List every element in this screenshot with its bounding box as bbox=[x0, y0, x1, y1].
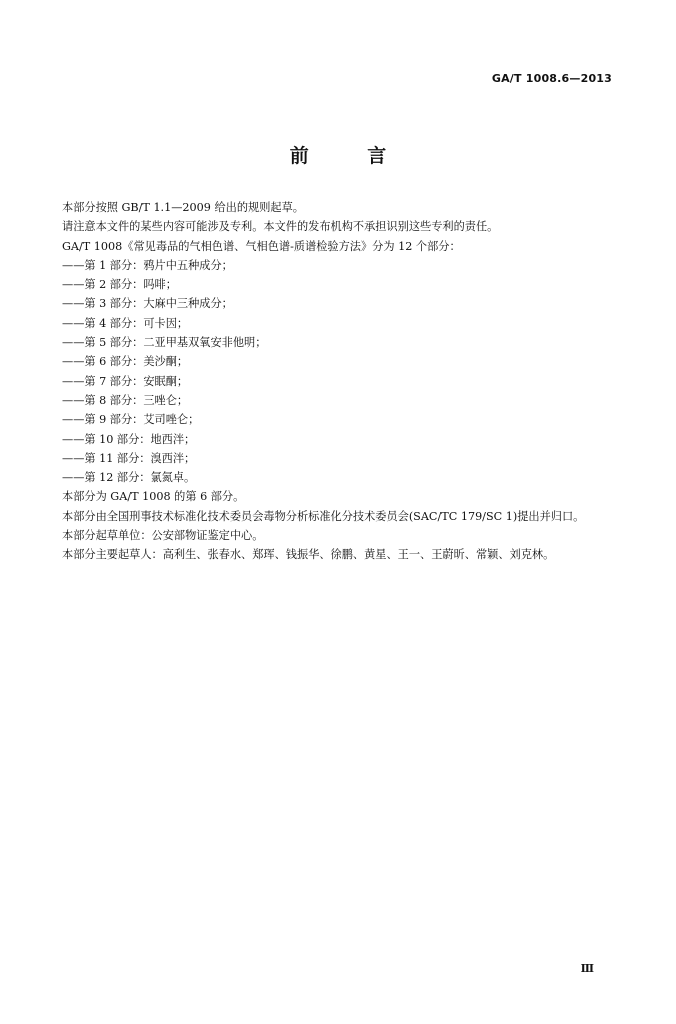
paragraph-drafters: 本部分主要起草人：高利生、张春水、郑珲、钱振华、徐鹏、黄星、王一、王蔚昕、常颖、刘克林。 bbox=[62, 548, 555, 562]
paragraph-proposer: 本部分由全国刑事技术标准化技术委员会毒物分析标准化分技术委员会(SAC/TC 179/SC 1)提出并归口。 bbox=[62, 509, 585, 523]
section-title: 前 言 bbox=[289, 145, 413, 167]
list-item: ——第 4 部分：可卡因； bbox=[62, 316, 189, 330]
list-item: ——第 10 部分：地西泮； bbox=[62, 432, 196, 446]
list-item: ——第 9 部分：艾司唑仑； bbox=[62, 413, 200, 427]
list-item: ——第 5 部分：二亚甲基双氧安非他明； bbox=[62, 336, 267, 350]
list-item: ——第 3 部分：大麻中三种成分； bbox=[62, 297, 233, 311]
paragraph-drafting-rule: 本部分按照 GB/T 1.1—2009 给出的规则起草。 bbox=[62, 201, 304, 214]
parts-list bbox=[40, 256, 612, 488]
document-code: GA/T 1008.6—2013 bbox=[491, 72, 612, 85]
paragraph-part-number: 本部分为 GA/T 1008 的第 6 部分。 bbox=[62, 490, 245, 504]
paragraph-parts-intro: GA/T 1008《常见毒品的气相色谱、气相色谱-质谱检验方法》分为 12 个部分： bbox=[62, 239, 461, 253]
list-item: ——第 11 部分：溴西泮； bbox=[62, 451, 196, 465]
list-item: ——第 8 部分：三唑仑； bbox=[62, 393, 189, 407]
paragraph-patent-notice: 请注意本文件的某些内容可能涉及专利。本文件的发布机构不承担识别这些专利的责任。 bbox=[62, 220, 499, 234]
list-item: ——第 2 部分：吗啡； bbox=[62, 278, 177, 292]
list-item: ——第 1 部分：鸦片中五种成分； bbox=[62, 258, 233, 272]
list-item: ——第 7 部分：安眠酮； bbox=[62, 374, 189, 388]
paragraph-drafting-unit: 本部分起草单位：公安部物证鉴定中心。 bbox=[62, 529, 264, 543]
list-item: ——第 6 部分：美沙酮； bbox=[62, 355, 189, 369]
page-number: Ⅲ bbox=[580, 962, 594, 975]
list-item: ——第 12 部分：氯氮卓。 bbox=[62, 471, 196, 485]
document-body bbox=[40, 198, 612, 565]
